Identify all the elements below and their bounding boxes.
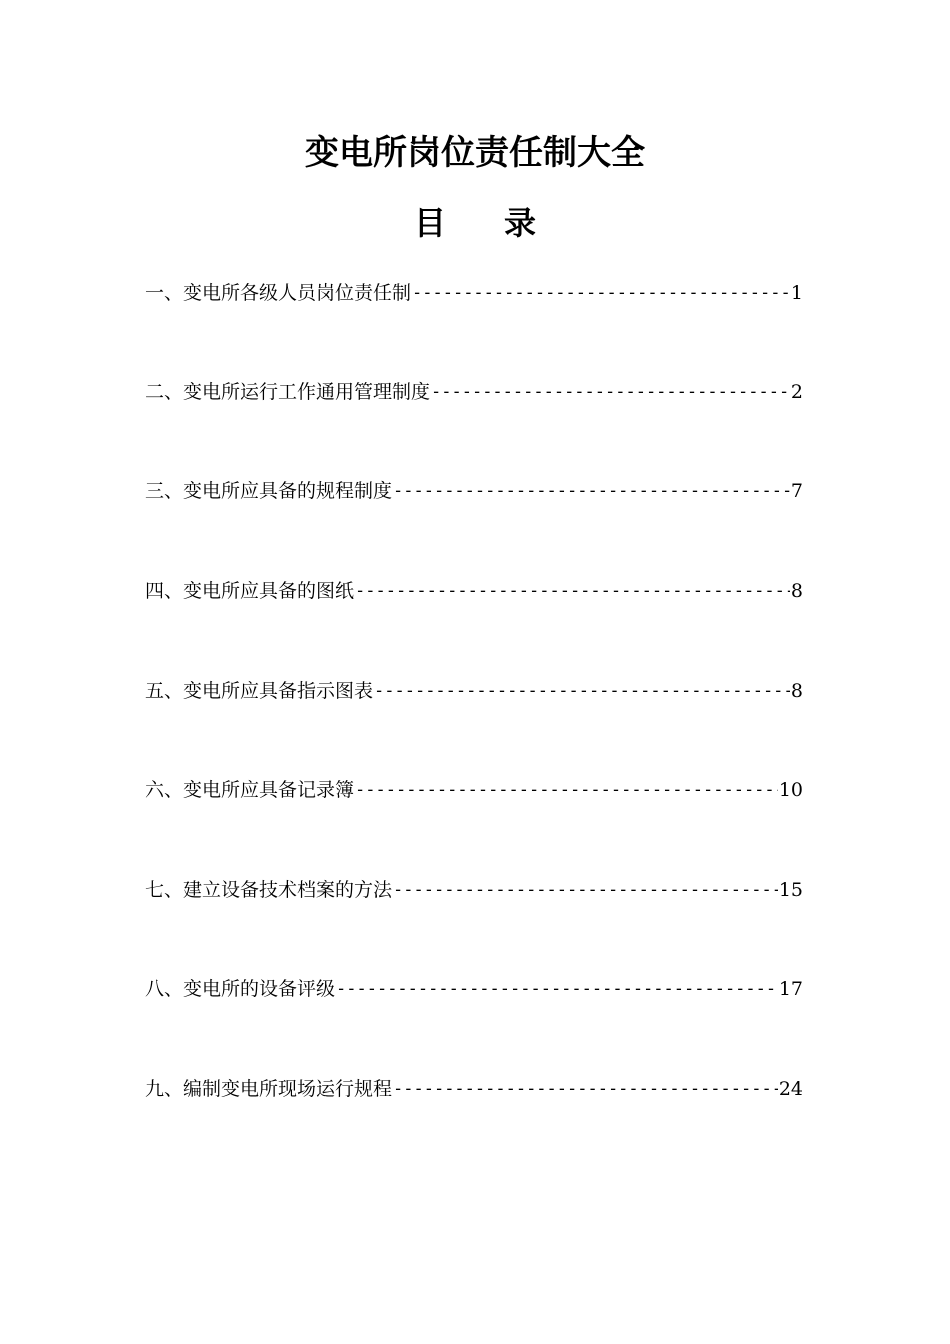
toc-dot-leader (412, 277, 790, 309)
toc-heading (0, 198, 950, 248)
toc-entry (145, 277, 803, 309)
toc-entry-label: 九、编制变电所现场运行规程 (145, 1078, 393, 1100)
toc-entry-page: 24 (778, 1078, 803, 1100)
toc-dot-leader (431, 376, 790, 408)
toc-entry-page: 2 (790, 381, 803, 403)
toc-dot-leader (355, 774, 778, 806)
toc-entry-label: 七、建立设备技术档案的方法 (145, 879, 393, 901)
toc-entry-page: 17 (778, 978, 803, 1000)
toc-entry-label: 五、变电所应具备指示图表 (145, 680, 374, 702)
toc-entry (145, 675, 803, 707)
toc-entry-label: 四、变电所应具备的图纸 (145, 580, 355, 602)
toc-entry-page: 8 (790, 680, 803, 702)
toc-heading-first-char: 目 (413, 204, 446, 242)
toc-entry-page: 8 (790, 580, 803, 602)
toc-dot-leader (393, 874, 778, 906)
document-title: 变电所岗位责任制大全 (305, 133, 645, 173)
toc-dot-leader (355, 575, 790, 607)
toc-entry-label: 六、变电所应具备记录簿 (145, 779, 355, 801)
toc-dot-leader (336, 973, 778, 1005)
toc-entry-page: 10 (778, 779, 803, 801)
toc-entry-label: 八、变电所的设备评级 (145, 978, 336, 1000)
toc-dot-leader (393, 1073, 778, 1105)
toc-entry (145, 376, 803, 408)
toc-entry-page: 7 (790, 480, 803, 502)
toc-entry (145, 575, 803, 607)
toc-entry-label: 三、变电所应具备的规程制度 (145, 480, 393, 502)
toc-entry (145, 1073, 803, 1105)
toc-entry (145, 774, 803, 806)
toc-heading-second-char: 录 (504, 204, 537, 242)
toc-dot-leader (374, 675, 790, 707)
toc-entry-label: 二、变电所运行工作通用管理制度 (145, 381, 431, 403)
toc-entry (145, 874, 803, 906)
toc-entry-label: 一、变电所各级人员岗位责任制 (145, 282, 412, 304)
toc-entry (145, 973, 803, 1005)
toc-entry (145, 475, 803, 507)
toc-entry-page: 15 (778, 879, 803, 901)
toc-dot-leader (393, 475, 790, 507)
toc-entry-page: 1 (790, 282, 803, 304)
